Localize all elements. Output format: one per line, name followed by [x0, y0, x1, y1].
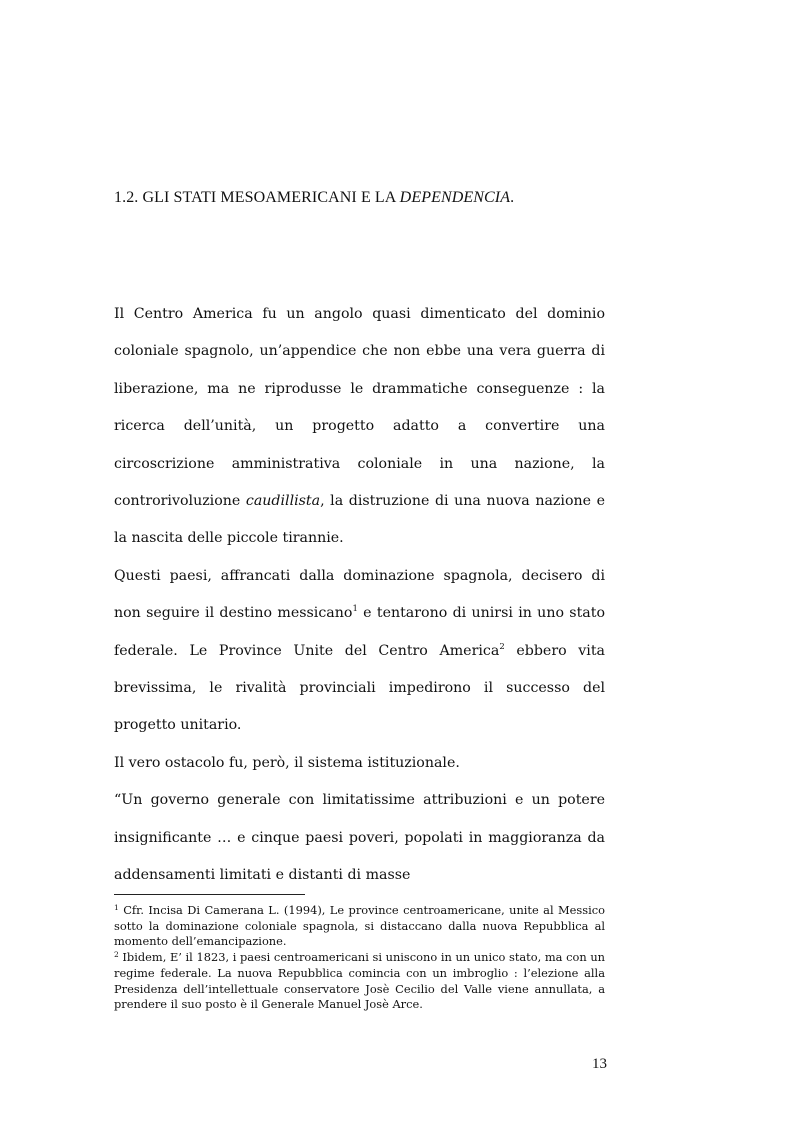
paragraph-1-italic: caudillista — [245, 493, 321, 510]
paragraph-2-text-b: e tentarono di unirsi in uno stato federale. Le Province Unite del Centro America — [114, 605, 605, 659]
section-heading — [114, 189, 614, 207]
paragraph-2 — [114, 558, 605, 745]
footnote-2-text: Ibidem, E’ il 1823, i paesi centroamericani si uniscono in un unico stato, ma con un regime federale. La nuova Repubblica comincia con un imbroglio : l’elezione alla Presidenza dell’intellettuale conservatore Josè Cecilio del Valle viene annullata, a prendere il suo posto è il Generale Manuel Josè Arce. — [114, 950, 605, 1012]
footnote-1-mark: 1 — [114, 903, 119, 912]
paragraph-2-text-a: Questi paesi, affrancati dalla dominazione spagnola, decisero di non seguire il destino messicano — [114, 567, 605, 622]
paragraph-1-text-a: Il Centro America fu un angolo quasi dimenticato del dominio coloniale spagnolo, un’appendice che non ebbe una vera guerra di liberazione, ma ne riprodusse le drammatiche conseguenze : la ricerca dell’unità, un progetto adatto a convertire una circoscrizione amministrativa coloniale in una nazione, la controrivoluzione — [114, 306, 605, 510]
paragraph-3: Il vero ostacolo fu, però, il sistema istituzionale. — [114, 754, 460, 771]
footnote-separator — [114, 894, 305, 895]
paragraph-1-text-b: , la distruzione di una nuova nazione e la nascita delle piccole tirannie. — [114, 493, 605, 547]
footnote-1 — [114, 903, 605, 950]
footnote-ref-2[interactable]: 2 — [499, 641, 505, 652]
section-heading-text: 1.2. GLI STATI MESOAMERICANI E LA — [114, 189, 400, 206]
footnote-2-mark: 2 — [114, 950, 119, 960]
paragraph-4-quote: “Un governo generale con limitatissime attribuzioni e un potere insignificante … e cinque paesi poveri, popolati in maggioranza da addensamenti limitati e distanti di masse — [114, 792, 605, 884]
body-text — [114, 296, 605, 895]
page-number: 13 — [592, 1056, 607, 1072]
paragraph-1 — [114, 296, 605, 558]
section-heading-suffix: . — [510, 189, 515, 206]
footnote-1-text: Cfr. Incisa Di Camerana L. (1994), Le province centroamericane, unite al Messico sotto la dominazione coloniale spagnola, si distaccano dalla nuova Repubblica al momento dell’emancipazione. — [114, 903, 605, 949]
footnote-2 — [114, 950, 605, 1013]
paragraph-2-text-c: ebbero vita brevissima, le rivalità provinciali impedirono il successo del progetto unitario. — [114, 642, 605, 734]
section-heading-italic: DEPENDENCIA — [399, 189, 511, 206]
footnotes — [114, 903, 605, 1013]
footnote-ref-1[interactable]: 1 — [352, 604, 358, 615]
